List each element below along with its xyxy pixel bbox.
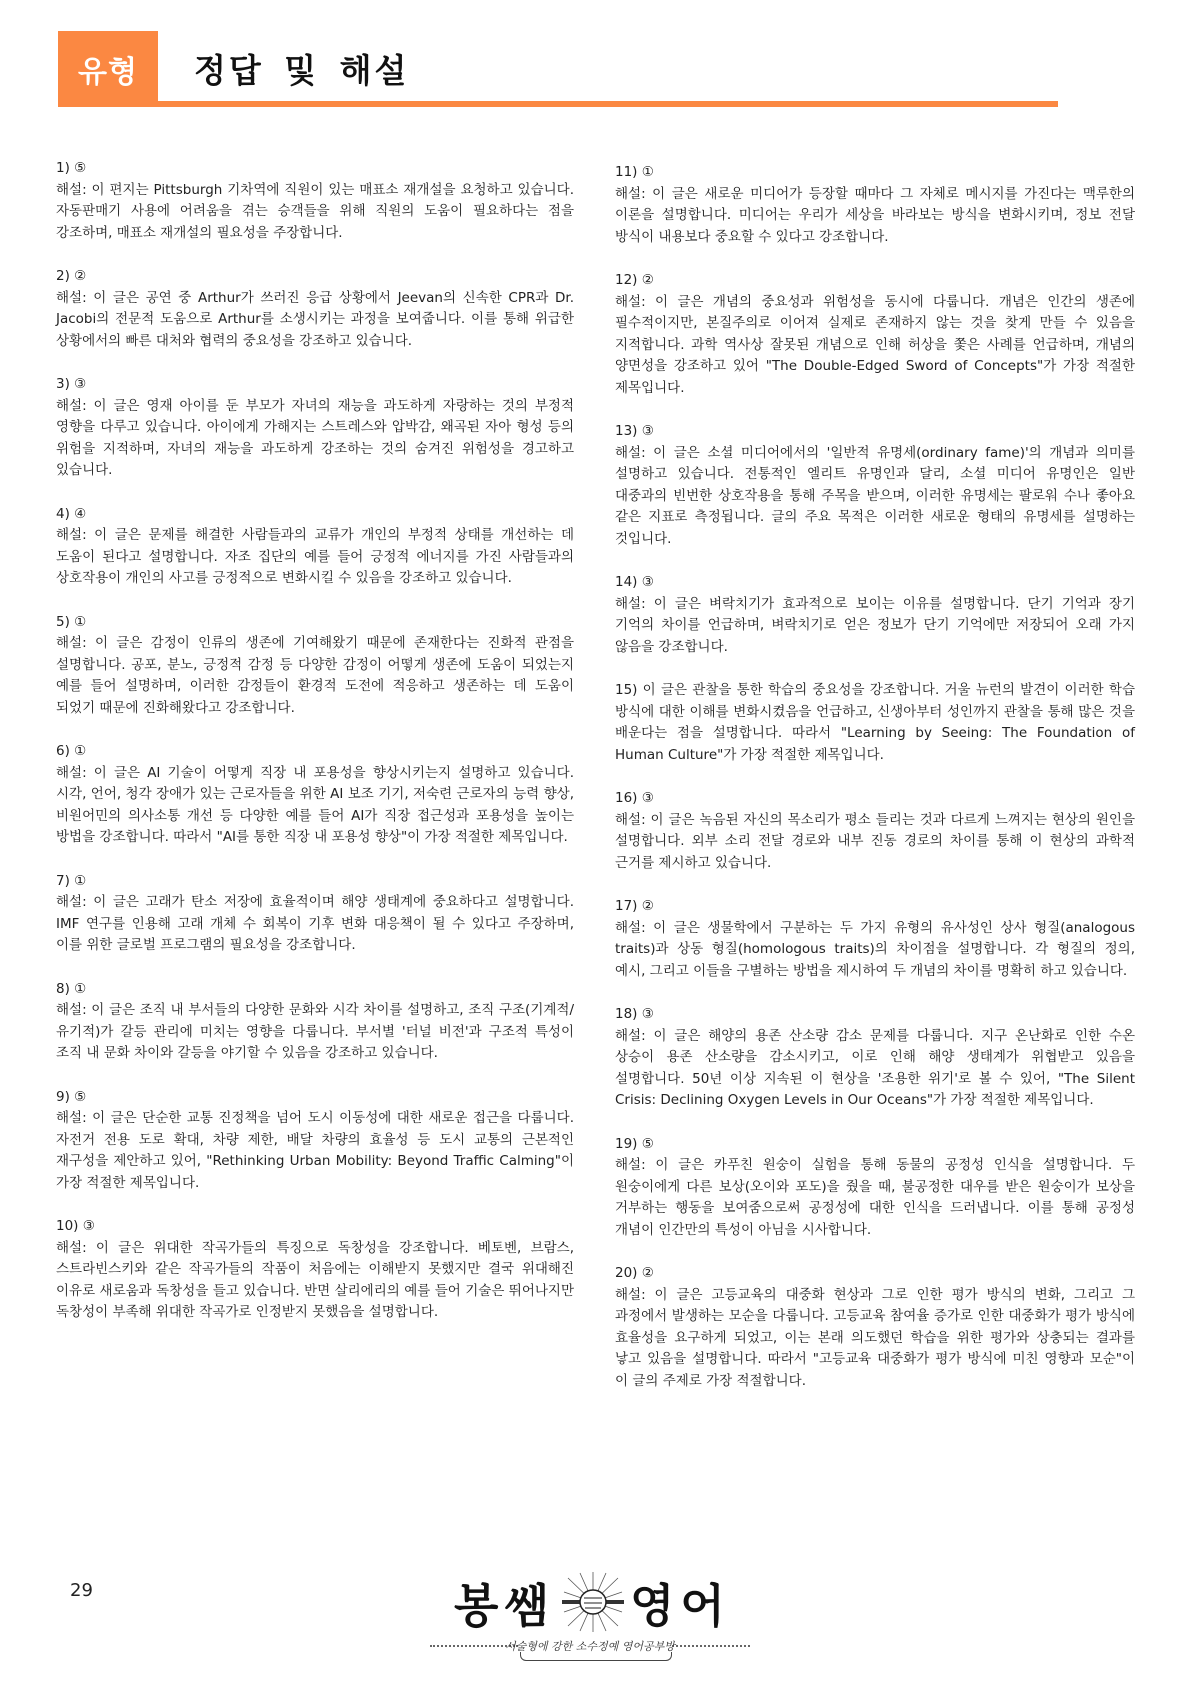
- answer-number: 2) ②: [56, 268, 87, 284]
- category-tag: 유형: [58, 31, 158, 107]
- answer-number: 9) ⑤: [56, 1088, 87, 1105]
- answer-number: 12) ②: [615, 272, 654, 288]
- answer-explanation: 해설: 이 편지는 Pittsburgh 기차역에 직원이 있는 매표소 재개설을 요청하고 있습니다. 자동판매기 사용에 어려움을 겪는 승객들을 위해 직원의 도움이 필요하다는 점을 강조하며, 매표소 재개설의 필요성을 주장합니다.: [56, 181, 574, 241]
- answer-number: 19) ⑤: [615, 1135, 654, 1152]
- brand-tagline: 서술형에 강한 소수정예 영어공부방: [505, 1640, 675, 1653]
- answer-explanation: 해설: 이 글은 조직 내 부서들의 다양한 문화와 시각 차이를 설명하고, 조직 구조(기계적/유기적)가 갈등 관리에 미치는 영향을 다룹니다. 부서별 '터널 비전'과 구조적 특성이 조직 내 문화 차이와 갈등을 야기할 수 있음을 강조하고 있습니다.: [56, 1002, 574, 1061]
- answer-item-13: [615, 421, 1135, 550]
- answer-number: 3) ③: [56, 376, 87, 392]
- brand-logo: [430, 1570, 750, 1670]
- answer-explanation: 해설: 이 글은 개념의 중요성과 위험성을 동시에 다룹니다. 개념은 인간의 생존에 필수적이지만, 본질주의로 이어져 실제로 존재하지 않는 것을 찾게 만들 수 있음을 지적합니다. 과학 역사상 잘못된 개념으로 인해 허상을 쫓은 사례를 언급하며, 개념의 양면성을 강조하고 있어 "The Double-Edged Sword of Concepts"가 가장 적절한 제목입니다.: [615, 293, 1135, 396]
- answer-number: 1) ⑤: [56, 160, 87, 176]
- answer-number: 16) ③: [615, 790, 654, 806]
- answer-explanation: 해설: 이 글은 AI 기술이 어떻게 직장 내 포용성을 향상시키는지 설명하고 있습니다. 시각, 언어, 청각 장애가 있는 근로자들을 위한 AI 보조 기기, 저숙련 근로자의 능력 향상, 비원어민의 의사소통 개선 등 다양한 예를 들어 AI가 직장 접근성과 포용성을 높이는 방법을 강조합니다. 따라서 "AI를 통한 직장 내 포용성 향상"이 가장 적절한 제목입니다.: [56, 764, 574, 845]
- answer-explanation: 해설: 이 글은 고래가 탄소 저장에 효율적이며 해양 생태계에 중요하다고 설명합니다. IMF 연구를 인용해 고래 개체 수 회복이 기후 변화 대응책이 될 수 있다고 주장하며, 이를 위한 글로벌 프로그램의 필요성을 강조합니다.: [56, 894, 574, 953]
- answer-item-10: [56, 1216, 574, 1324]
- answer-number: 4) ④: [56, 505, 87, 522]
- answer-explanation: 15) 이 글은 관찰을 통한 학습의 중요성을 강조합니다. 거울 뉴런의 발견이 이러한 학습 방식에 대한 이해를 변화시켰음을 언급하고, 신생아부터 성인까지 관찰을 통해 많은 것을 배운다는 점을 설명합니다. 따라서 "Learning by Seeing: The Foundation of Human Culture"가 가장 적절한 제목입니다.: [615, 682, 1135, 763]
- answer-number: 13) ③: [615, 423, 654, 439]
- answer-number: 10) ③: [56, 1218, 95, 1234]
- answer-explanation: 해설: 이 글은 녹음된 자신의 목소리가 평소 들리는 것과 다르게 느껴지는 현상의 원인을 설명합니다. 외부 소리 전달 경로와 내부 진동 경로의 차이를 통해 이 현상의 과학적 근거를 제시하고 있습니다.: [615, 811, 1135, 871]
- answer-explanation: 해설: 이 글은 문제를 해결한 사람들과의 교류가 개인의 부정적 상태를 개선하는 데 도움이 된다고 설명합니다. 자조 집단의 예를 들어 긍정적 에너지를 가진 사람들과의 상호작용이 개인의 사고를 긍정적으로 변화시킬 수 있음을 강조하고 있습니다.: [56, 527, 574, 586]
- page-number: 29: [70, 1580, 93, 1601]
- left-column: [56, 158, 574, 1324]
- answer-item-14: [615, 572, 1135, 658]
- answer-item-9: [56, 1087, 574, 1195]
- answer-item-11: [615, 162, 1135, 248]
- answer-item-16: [615, 788, 1135, 874]
- answer-item-19: [615, 1134, 1135, 1242]
- answer-item-18: [615, 1004, 1135, 1112]
- answer-item-5: [56, 612, 574, 720]
- answer-number: 20) ②: [615, 1265, 654, 1281]
- answer-number: 18) ③: [615, 1006, 654, 1022]
- header-rule: [58, 101, 1058, 107]
- answer-explanation: 해설: 이 글은 생물학에서 구분하는 두 가지 유형의 유사성인 상사 형질(analogous traits)과 상동 형질(homologous traits)의 차이점을 설명합니다. 각 형질의 정의, 예시, 그리고 이들을 구별하는 방법을 제시하여 두 개념의 차이를 명확히 하고 있습니다.: [615, 919, 1135, 979]
- answer-item-7: [56, 871, 574, 957]
- answer-number: 8) ①: [56, 980, 87, 997]
- answer-item-8: [56, 979, 574, 1065]
- answer-explanation: 해설: 이 글은 감정이 인류의 생존에 기여해왔기 때문에 존재한다는 진화적 관점을 설명합니다. 공포, 분노, 긍정적 감정 등 다양한 감정이 어떻게 생존에 도움이 되었는지 예를 들어 설명하며, 이러한 감정들이 환경적 도전에 적응하고 생존하는 데 도움이 되었기 때문에 진화해왔다고 강조합니다.: [56, 635, 574, 716]
- right-column: [615, 162, 1135, 1392]
- answer-explanation: 해설: 이 글은 단순한 교통 진정책을 넘어 도시 이동성에 대한 새로운 접근을 다룹니다. 자전거 전용 도로 확대, 차량 제한, 배달 차량의 효율성 등 도시 교통의 근본적인 재구성을 제안하고 있어, "Rethinking Urban Mobility: Beyond Traffic Calming"이 가장 적절한 제목입니다.: [56, 1110, 574, 1191]
- answer-explanation: 해설: 이 글은 벼락치기가 효과적으로 보이는 이유를 설명합니다. 단기 기억과 장기 기억의 차이를 언급하며, 벼락치기로 얻은 정보가 단기 기억에만 저장되어 오래 가지 않음을 강조합니다.: [615, 595, 1135, 655]
- answer-item-12: [615, 270, 1135, 399]
- answer-explanation: 해설: 이 글은 해양의 용존 산소량 감소 문제를 다룹니다. 지구 온난화로 인한 수온 상승이 용존 산소량을 감소시키고, 이로 인해 해양 생태계가 위협받고 있음을 설명합니다. 50년 이상 지속된 이 현상을 '조용한 위기'로 볼 수 있어, "The Silent Crisis: Declining Oxygen Levels in Our Oceans"가 가장 적절한 제목입니다.: [615, 1027, 1135, 1108]
- answer-explanation: 해설: 이 글은 소셜 미디어에서의 '일반적 유명세(ordinary fame)'의 개념과 의미를 설명하고 있습니다. 전통적인 엘리트 유명인과 달리, 소셜 미디어 유명인은 일반 대중과의 빈번한 상호작용을 통해 주목을 받으며, 이러한 유명세는 팔로워 수나 좋아요 같은 지표로 측정됩니다. 글의 주요 목적은 이러한 새로운 형태의 유명세를 설명하는 것입니다.: [615, 444, 1135, 547]
- answer-explanation: 해설: 이 글은 고등교육의 대중화 현상과 그로 인한 평가 방식의 변화, 그리고 그 과정에서 발생하는 모순을 다룹니다. 고등교육 참여율 증가로 인한 대중화가 평가 방식에 효율성을 요구하게 되었고, 이는 본래 의도했던 학습을 위한 평가와 상충되는 결과를 낳고 있음을 설명합니다. 따라서 "고등교육 대중화가 평가 방식에 미친 영향과 모순"이 이 글의 주제로 가장 적절합니다.: [615, 1286, 1135, 1389]
- logo-text-right: 영어: [630, 1579, 731, 1633]
- answer-item-4: [56, 504, 574, 590]
- answer-explanation: 해설: 이 글은 영재 아이를 둔 부모가 자녀의 재능을 과도하게 자랑하는 것의 부정적 영향을 다루고 있습니다. 아이에게 가해지는 스트레스와 압박감, 왜곡된 자아 형성 등의 위험을 지적하며, 자녀의 재능을 과도하게 강조하는 것의 숨겨진 위험성을 경고하고 있습니다.: [56, 397, 574, 478]
- answer-explanation: 해설: 이 글은 공연 중 Arthur가 쓰러진 응급 상황에서 Jeevan의 신속한 CPR과 Dr. Jacobi의 전문적 도움으로 Arthur를 소생시키는 과정을 보여줍니다. 이를 통해 위급한 상황에서의 빠른 대처와 협력의 중요성을 강조하고 있습니다.: [56, 289, 574, 349]
- answer-item-3: [56, 374, 574, 482]
- fist-pencil-burst-icon: [558, 1570, 628, 1634]
- page-title: 정답 및 해설: [194, 51, 410, 90]
- answer-explanation: 해설: 이 글은 새로운 미디어가 등장할 때마다 그 자체로 메시지를 가진다는 맥루한의 이론을 설명합니다. 미디어는 우리가 세상을 바라보는 방식을 변화시키며, 정보 전달 방식이 내용보다 중요할 수 있다고 강조합니다.: [615, 185, 1135, 245]
- answer-explanation: 해설: 이 글은 위대한 작곡가들의 특징으로 독창성을 강조합니다. 베토벤, 브람스, 스트라빈스키와 같은 작곡가들의 작품이 처음에는 이해받지 못했지만 결국 위대해진 이유로 새로움과 독창성을 들고 있습니다. 반면 살리에리의 예를 들어 기술은 뛰어나지만 독창성이 부족해 위대한 작곡가로 인정받지 못했음을 설명합니다.: [56, 1239, 574, 1320]
- answer-item-17: [615, 896, 1135, 982]
- answer-item-2: [56, 266, 574, 352]
- answer-explanation: 해설: 이 글은 카푸친 원숭이 실험을 통해 동물의 공정성 인식을 설명합니다. 두 원숭이에게 다른 보상(오이와 포도)을 줬을 때, 불공정한 대우를 받은 원숭이가 보상을 거부하는 행동을 보여줌으로써 공정성에 대한 인식을 드러냅니다. 이를 통해 공정성 개념이 인간만의 특성이 아님을 시사합니다.: [615, 1157, 1135, 1238]
- page-header: [58, 31, 1058, 107]
- answer-number: 5) ①: [56, 613, 87, 630]
- answer-number: 17) ②: [615, 898, 654, 914]
- logo-text-left: 봉쌤: [454, 1579, 555, 1633]
- answer-item-20: [615, 1263, 1135, 1392]
- answer-number: 6) ①: [56, 743, 87, 759]
- answer-number: 7) ①: [56, 872, 87, 889]
- answer-number: 11) ①: [615, 164, 654, 180]
- answer-item-6: [56, 741, 574, 849]
- answer-number: 14) ③: [615, 574, 654, 590]
- answer-item-1: [56, 158, 574, 244]
- answer-item-15: [615, 680, 1135, 766]
